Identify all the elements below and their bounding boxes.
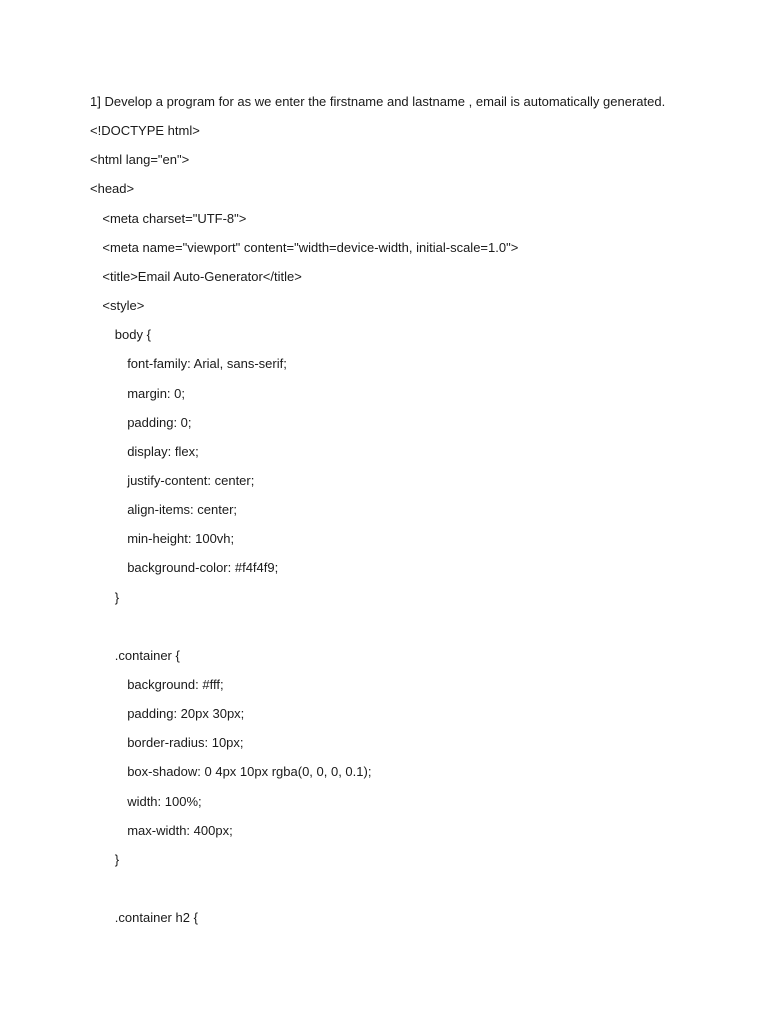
code-line: background-color: #f4f4f9; — [127, 560, 279, 576]
code-line: min-height: 100vh; — [127, 531, 235, 547]
code-line: justify-content: center; — [127, 472, 255, 488]
code-line: max-width: 400px; — [127, 822, 233, 838]
code-line: <meta name="viewport" content="width=device-width, initial-scale=1.0"> — [102, 239, 519, 255]
code-line: } — [114, 589, 120, 605]
code-line: padding: 0; — [127, 414, 192, 430]
code-line: align-items: center; — [127, 502, 238, 518]
code-line: width: 100%; — [127, 793, 202, 809]
code-line: <html lang="en"> — [90, 152, 190, 168]
code-line: <!DOCTYPE html> — [90, 123, 200, 139]
code-line: margin: 0; — [127, 385, 185, 401]
document-heading: 1] Develop a program for as we enter the firstname and lastname , email is automatically generated. — [90, 94, 666, 109]
code-line: } — [114, 851, 120, 867]
code-line: <title>Email Auto-Generator</title> — [102, 268, 302, 284]
code-line: border-radius: 10px; — [127, 735, 244, 751]
code-line: display: flex; — [127, 443, 199, 459]
code-line: body { — [114, 327, 151, 343]
code-line: font-family: Arial, sans-serif; — [127, 356, 287, 372]
code-line: .container h2 { — [114, 910, 198, 926]
code-line: <head> — [90, 181, 135, 197]
code-line: box-shadow: 0 4px 10px rgba(0, 0, 0, 0.1); — [127, 764, 372, 780]
code-line: <style> — [102, 298, 145, 314]
code-line: <meta charset="UTF-8"> — [102, 210, 247, 226]
code-line: padding: 20px 30px; — [127, 706, 245, 722]
code-line: .container { — [114, 647, 180, 663]
code-line: background: #fff; — [127, 677, 224, 692]
